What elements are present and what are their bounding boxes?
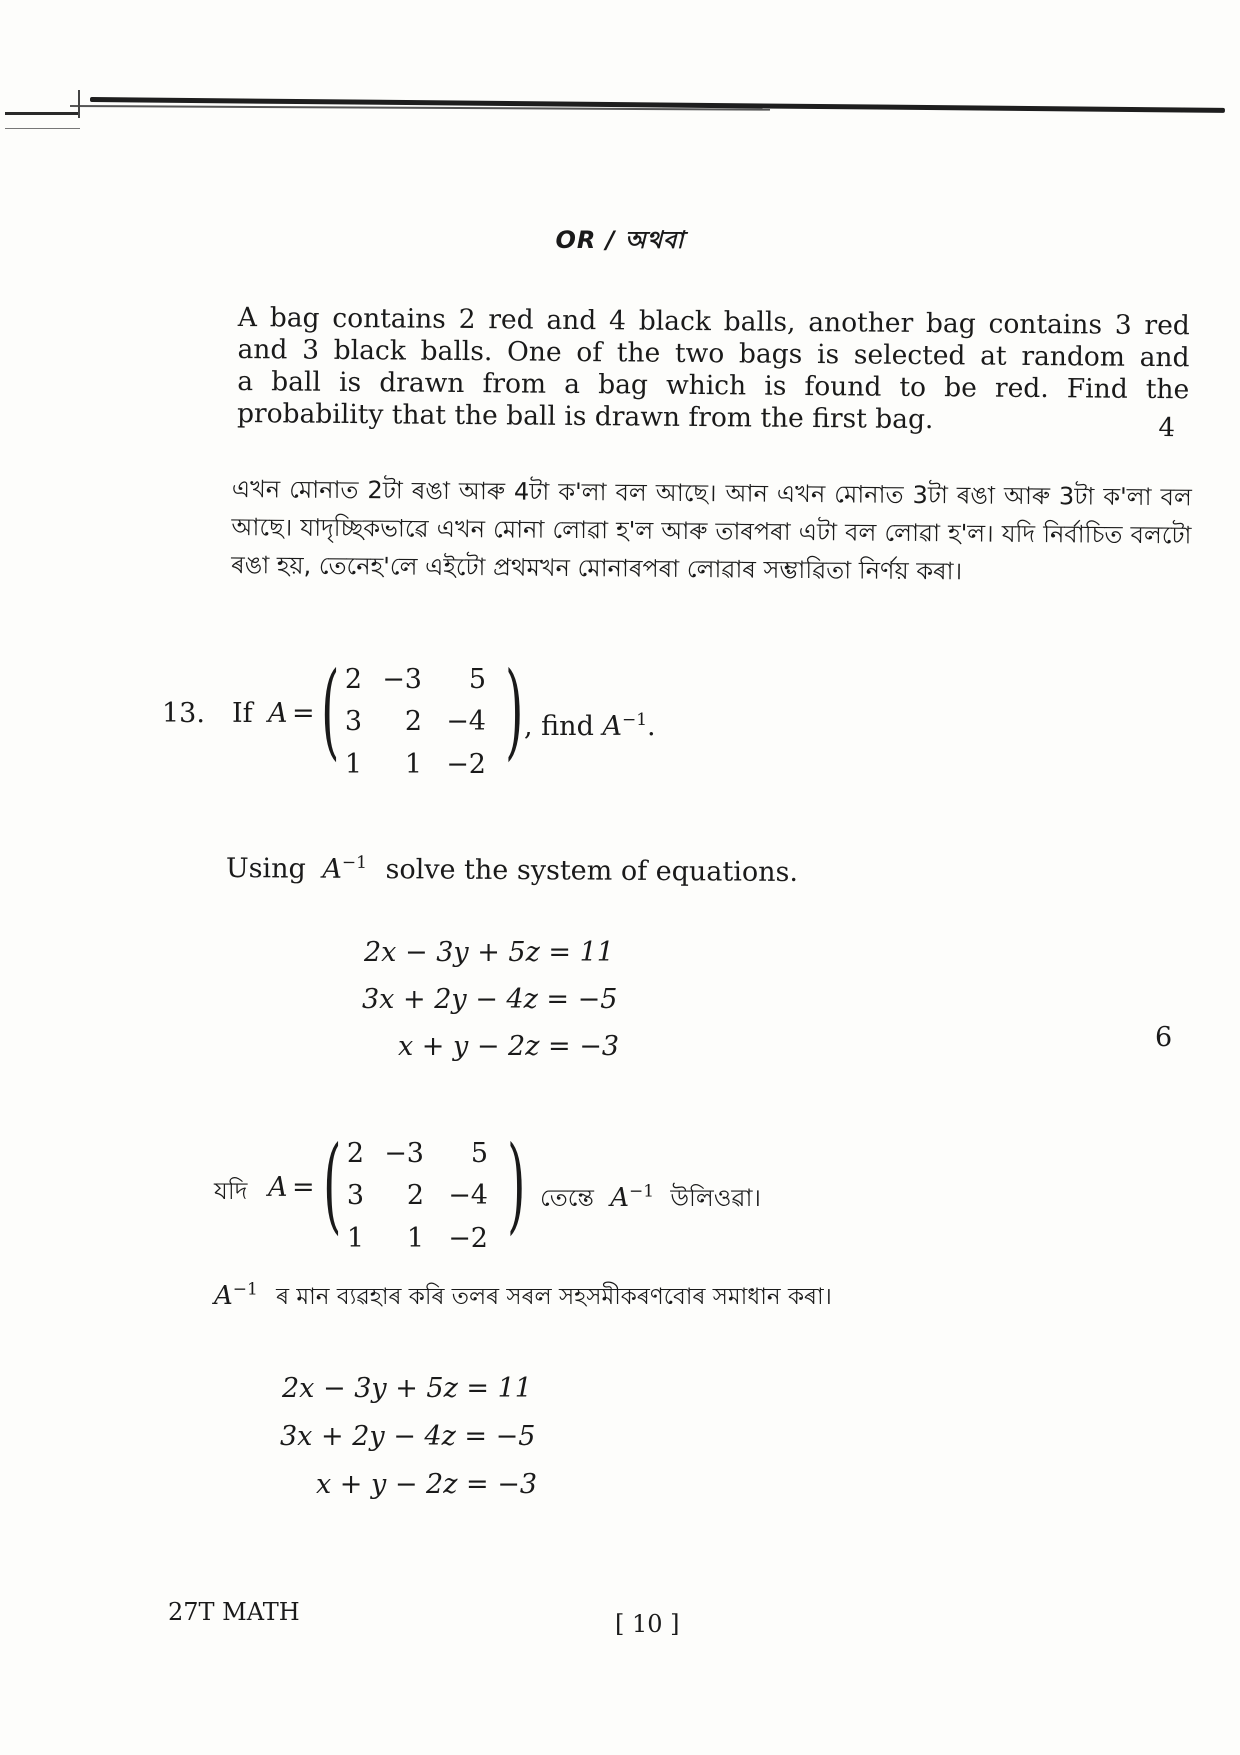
question-line: and 3 black balls. One of the two bags is selected at random and	[237, 333, 1190, 374]
matrix-variable: A	[268, 1172, 288, 1203]
matrix-cell: 1	[346, 1223, 364, 1254]
matrix-cell: 2	[406, 1180, 424, 1211]
equals-sign: =	[292, 698, 315, 729]
marks-4: 4	[1158, 413, 1176, 444]
equation-3: x + y − 2z = −3	[316, 1469, 538, 1500]
equation-1: 2x − 3y + 5z = 11	[282, 1373, 532, 1404]
matrix-cell: 2	[404, 706, 422, 737]
left-bracket: (	[321, 649, 340, 771]
left-margin-rule	[5, 112, 80, 115]
assamese-find-inverse: তেন্তে $A^{-1}$ উলিওৱা।	[540, 1181, 762, 1213]
assamese-if-label: যদি	[214, 1177, 248, 1205]
or-heading: OR / অথবা	[555, 226, 685, 254]
matrix-cell: 3	[344, 706, 362, 737]
probability-question-assamese: এখন মোনাত 2টা ৰঙা আৰু 4টা ক'লা বল আছে। আন এখন মোনাত 3টা ৰঙা আৰু 3টা ক'লা বল আছে। যাদৃচ্ছিকভাৱে এখন মোনা লোৱা হ'ল আৰু তাৰপৰা এটা বল লোৱা হ'ল। যদি নিৰ্বাচিত বলটো ৰঙা হয়, তেনেহ'লে এইটো প্ৰথমখন মোনাৰপৰা লোৱাৰ সম্ভাৱিতা নিৰ্ণয় কৰা।	[231, 474, 1192, 586]
equation-2: 3x + 2y − 4z = −5	[362, 984, 618, 1015]
right-bracket: )	[507, 1123, 526, 1245]
matrix-cell: 1	[344, 749, 362, 780]
question-number: 13.	[162, 698, 205, 729]
if-label: If	[232, 698, 253, 729]
matrix-cell: −2	[448, 1223, 488, 1254]
equals-sign: =	[292, 1172, 315, 1203]
question-line: a ball is drawn from a bag which is found to be red. Find the	[237, 365, 1190, 406]
paper-code: 27T MATH	[168, 1598, 300, 1626]
equation-3: x + y − 2z = −3	[398, 1031, 620, 1062]
matrix-cell: 3	[346, 1180, 364, 1211]
matrix-cell: 5	[470, 1138, 488, 1169]
equation-1: 2x − 3y + 5z = 11	[364, 937, 614, 968]
marks-6: 6	[1155, 1022, 1173, 1053]
find-inverse-label: , find $A^{-1}$.	[524, 710, 656, 742]
matrix-cell: 2	[346, 1138, 364, 1169]
matrix-cell: −2	[446, 749, 486, 780]
question-line: A bag contains 2 red and 4 black balls, another bag contains 3 red	[237, 302, 1190, 342]
using-inverse-instruction: Using $A^{-1}$ solve the system of equations.	[225, 852, 799, 888]
matrix-cell: −3	[382, 664, 422, 695]
matrix-cell: −4	[448, 1180, 488, 1211]
assamese-using-instruction: $A^{-1}$ ৰ মান ব্যৱহাৰ কৰি তলৰ সৰল সহসমীকৰণবোৰ সমাধান কৰা।	[214, 1279, 832, 1311]
equation-2: 3x + 2y − 4z = −5	[280, 1421, 536, 1452]
matrix-cell: 1	[406, 1223, 424, 1254]
matrix-cell: 2	[344, 664, 362, 695]
matrix-variable: A	[268, 698, 288, 729]
right-bracket: )	[505, 649, 524, 771]
left-margin-rule-thin	[5, 128, 80, 129]
margin-tick	[78, 90, 80, 118]
question-line: probability that the ball is drawn from the first bag. 4	[236, 397, 1176, 444]
probability-question-english	[237, 302, 1190, 444]
page-number: [ 10 ]	[615, 1610, 680, 1638]
matrix-cell: 1	[404, 749, 422, 780]
left-bracket: (	[323, 1123, 342, 1245]
matrix-cell: 5	[468, 664, 486, 695]
matrix-cell: −3	[384, 1138, 424, 1169]
top-border-rule	[90, 97, 1225, 113]
matrix-cell: −4	[446, 706, 486, 737]
